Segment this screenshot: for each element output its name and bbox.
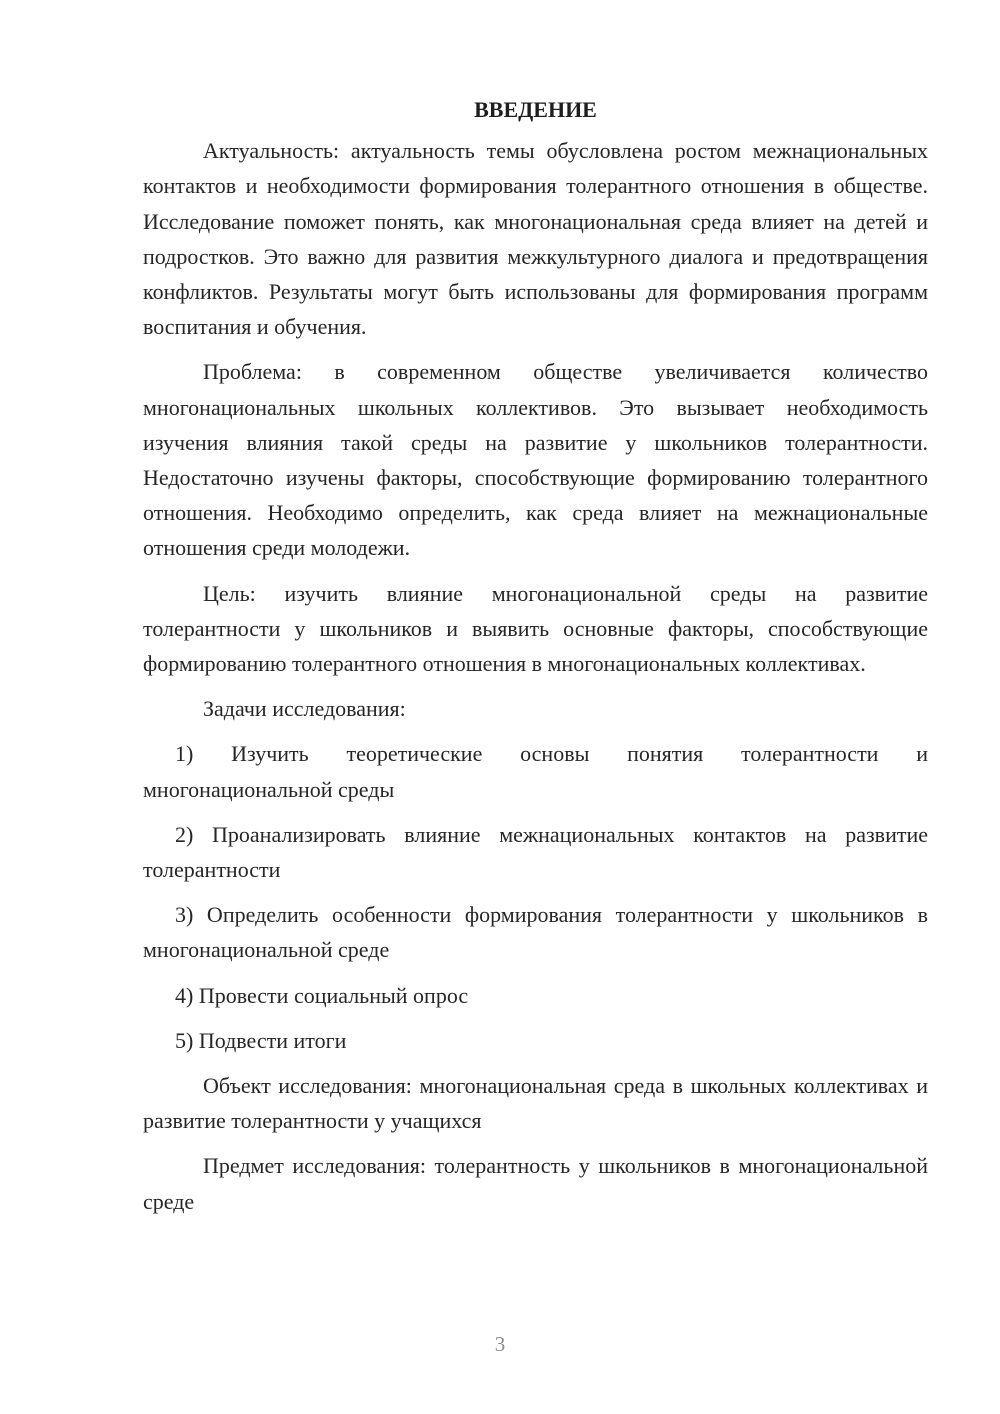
subject-paragraph: Предмет исследования: толерантность у школьников в многонациональной среде [143,1153,928,1214]
task-item-2: 2) Проанализировать влияние межнациональных контактов на развитие толерантности [143,821,928,883]
relevance-paragraph: Актуальность: актуальность темы обусловлена ростом межнациональных контактов и необходимости формирования толерантного отношения в обществе. Исследование поможет понять, как многонациональная среда влияет на детей и подростков. Это важно для развития межкультурного диалога и предотвращения конфликтов. Результаты могут быть использованы для формирования программ воспитания и обучения. [143,138,928,340]
document-page [143,92,928,1229]
problem-paragraph: Проблема: в современном обществе увеличивается количество многонациональных школьных коллективов. Это вызывает необходимость изучения влияния такой среды на развитие у школьников толерантности. Недостаточно изучены факторы, способствующие формированию толерантного отношения. Необходимо определить, как среда влияет на межнациональные отношения среди молодежи. [143,359,928,561]
object-paragraph: Объект исследования: многонациональная среда в школьных коллективах и развитие толерантности у учащихся [143,1073,928,1134]
page-title: ВВЕДЕНИЕ [474,97,597,122]
goal-paragraph: Цель: изучить влияние многонациональной среды на развитие толерантности у школьников и выявить основные факторы, способствующие формированию толерантного отношения в многонациональных коллективах. [143,580,928,677]
task-item-1: 1) Изучить теоретические основы понятия толерантности и многонациональной среды [143,741,928,802]
task-item-3: 3) Определить особенности формирования толерантности у школьников в многонациональной среде [143,902,928,963]
task-item-5: 5) Подвести итоги [175,1027,347,1053]
page-number: 3 [494,1332,506,1356]
task-item-4: 4) Провести социальный опрос [175,982,469,1008]
tasks-heading: Задачи исследования: [203,696,406,722]
